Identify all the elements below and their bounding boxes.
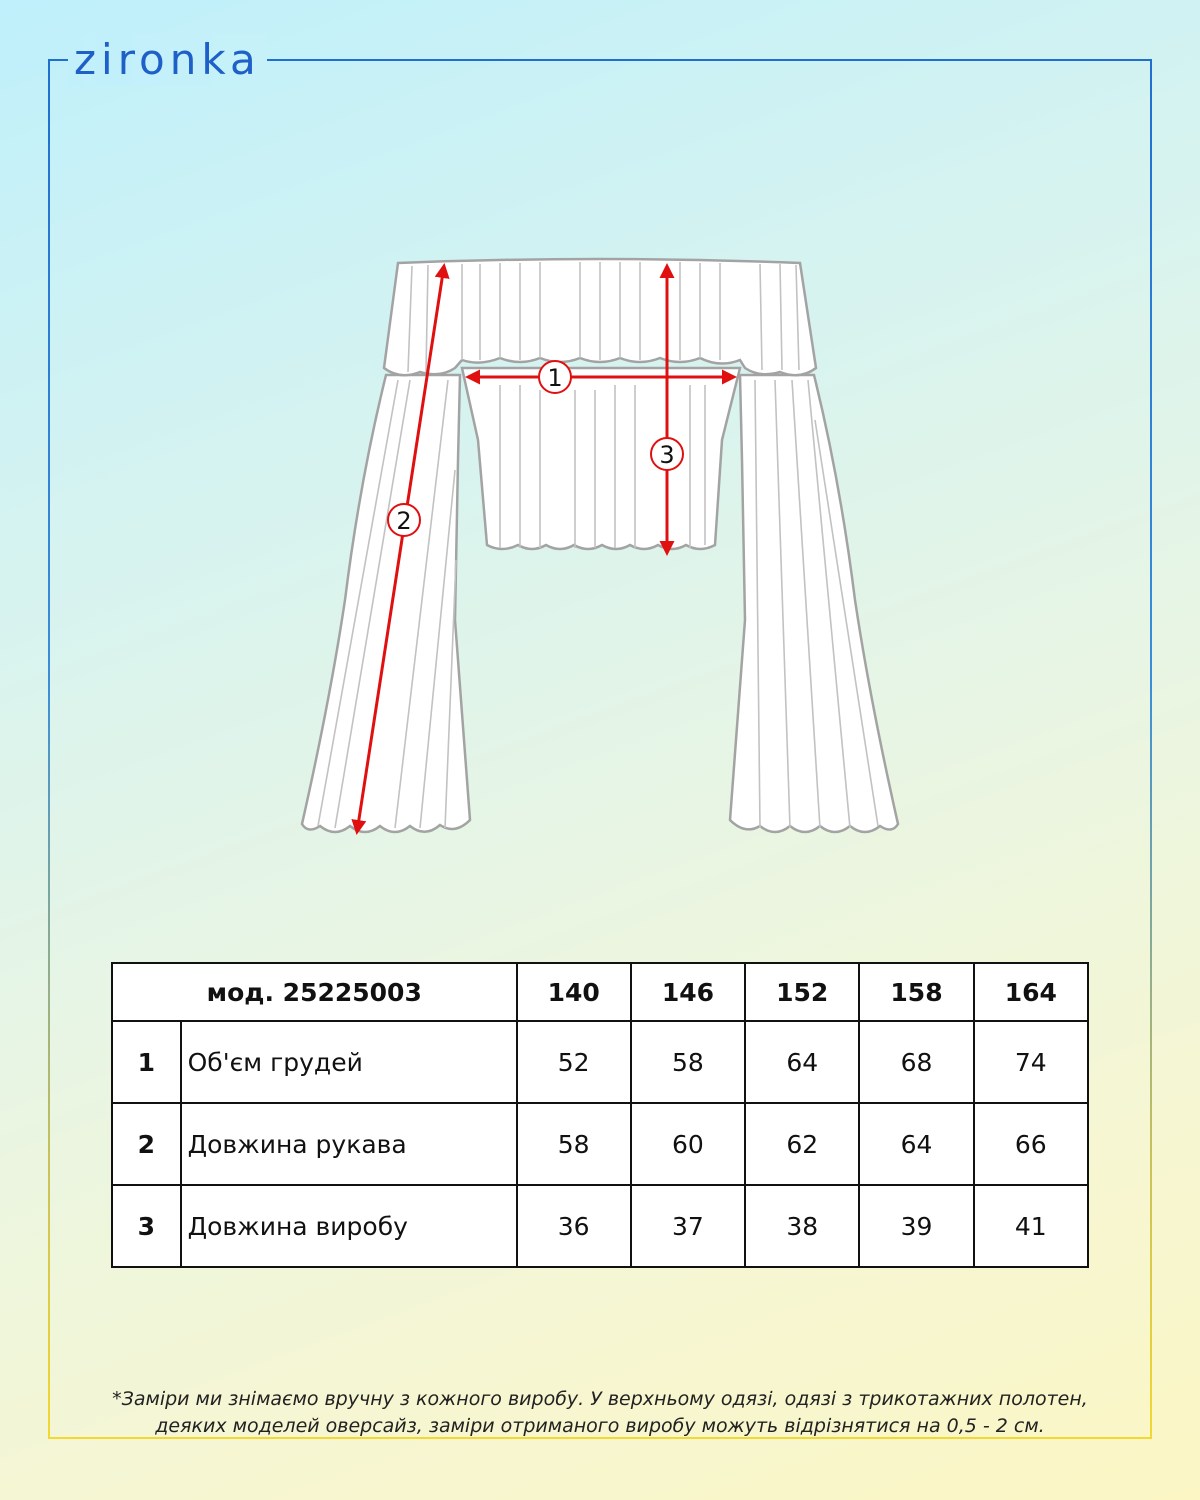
table-row bbox=[112, 1103, 1088, 1185]
cell-value: 58 bbox=[517, 1103, 631, 1185]
row-number: 2 bbox=[112, 1103, 181, 1185]
note-line-2: деяких моделей оверсайз, заміри отриманого виробу можуть відрізнятися на 0,5 - 2 см. bbox=[155, 1415, 1045, 1437]
cell-value: 62 bbox=[745, 1103, 859, 1185]
cell-value: 74 bbox=[974, 1021, 1088, 1103]
body bbox=[462, 368, 740, 549]
size-table bbox=[111, 962, 1089, 1268]
row-number: 3 bbox=[112, 1185, 181, 1267]
cell-value: 37 bbox=[631, 1185, 745, 1267]
size-158: 158 bbox=[859, 963, 973, 1021]
cell-value: 52 bbox=[517, 1021, 631, 1103]
cell-value: 68 bbox=[859, 1021, 973, 1103]
cell-value: 64 bbox=[859, 1103, 973, 1185]
row-label: Об'єм грудей bbox=[181, 1021, 517, 1103]
row-number: 1 bbox=[112, 1021, 181, 1103]
cell-value: 58 bbox=[631, 1021, 745, 1103]
measurement-note bbox=[60, 1386, 1140, 1440]
marker-1: 1 bbox=[547, 364, 563, 392]
row-label: Довжина виробу bbox=[181, 1185, 517, 1267]
cell-value: 39 bbox=[859, 1185, 973, 1267]
marker-2: 2 bbox=[396, 507, 412, 535]
size-146: 146 bbox=[631, 963, 745, 1021]
model-number: мод. 25225003 bbox=[112, 963, 517, 1021]
cell-value: 38 bbox=[745, 1185, 859, 1267]
size-140: 140 bbox=[517, 963, 631, 1021]
size-164: 164 bbox=[974, 963, 1088, 1021]
cell-value: 60 bbox=[631, 1103, 745, 1185]
brand-logo: zironka bbox=[68, 34, 267, 86]
row-label: Довжина рукава bbox=[181, 1103, 517, 1185]
table-row bbox=[112, 1185, 1088, 1267]
size-header-row bbox=[112, 963, 1088, 1021]
size-152: 152 bbox=[745, 963, 859, 1021]
marker-3: 3 bbox=[659, 441, 675, 469]
cell-value: 36 bbox=[517, 1185, 631, 1267]
garment-outline bbox=[302, 259, 898, 832]
table-row bbox=[112, 1021, 1088, 1103]
note-line-1: *Заміри ми знімаємо вручну з кожного виробу. У верхньому одязі, одязі з трикотажних полотен, bbox=[112, 1388, 1088, 1410]
cell-value: 41 bbox=[974, 1185, 1088, 1267]
cell-value: 64 bbox=[745, 1021, 859, 1103]
cell-value: 66 bbox=[974, 1103, 1088, 1185]
